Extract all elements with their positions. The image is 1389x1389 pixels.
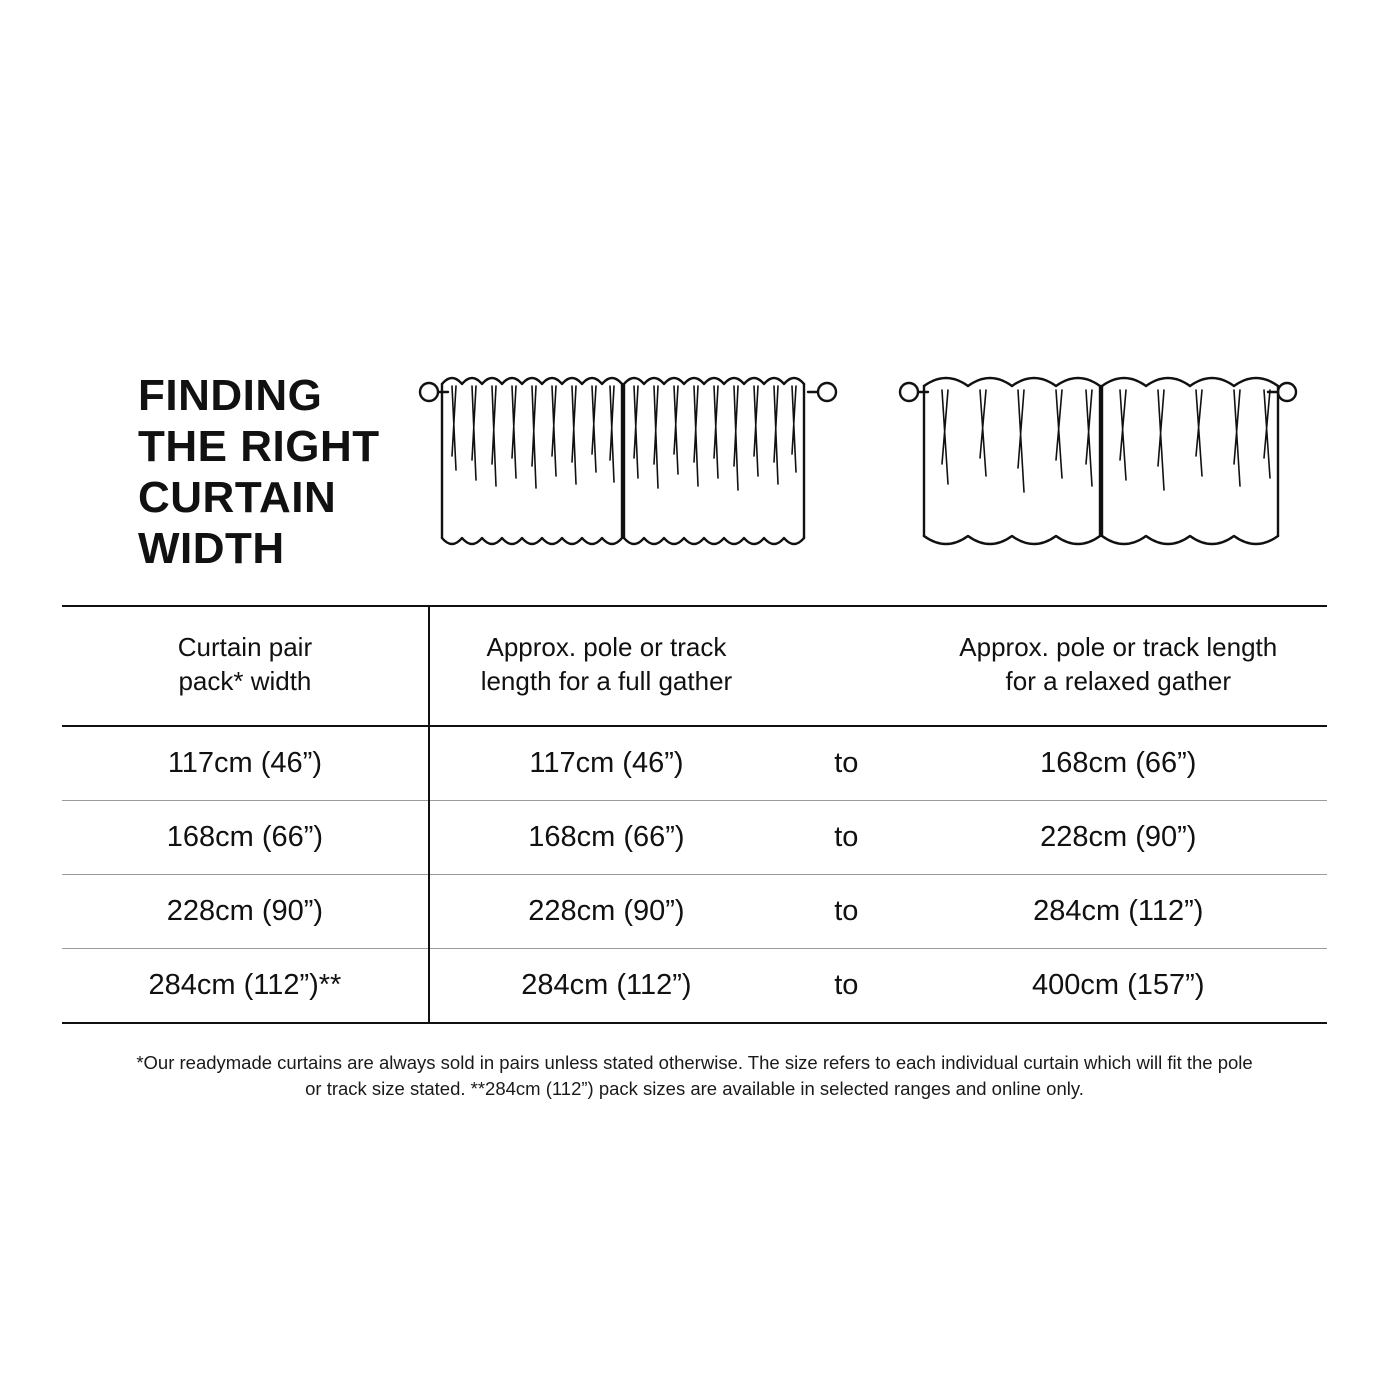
footnote: *Our readymade curtains are always sold in pairs unless stated otherwise. The size refers to each individual curtain which will fit the pole or track size stated. **284cm (112”) pack sizes are available in selected ranges and online only. <box>136 1051 1253 1100</box>
cell-relaxed-gather: 284cm (112”) <box>910 874 1327 948</box>
cell-relaxed-gather: 228cm (90”) <box>910 800 1327 874</box>
diagram-content <box>62 360 1327 1103</box>
header-pack-width: Curtain pair pack* width <box>62 606 429 726</box>
header-relaxed-gather: Approx. pole or track length for a relaxed gather <box>910 606 1327 726</box>
header-full-gather: Approx. pole or track length for a full gather <box>429 606 783 726</box>
cell-full-gather: 168cm (66”) <box>429 800 783 874</box>
cell-pack-width: 168cm (66”) <box>62 800 429 874</box>
cell-to: to <box>783 726 910 801</box>
cell-full-gather: 228cm (90”) <box>429 874 783 948</box>
cell-to: to <box>783 800 910 874</box>
relaxed-gather-curtain-illustration <box>898 360 1298 575</box>
cell-to: to <box>783 948 910 1023</box>
cell-to: to <box>783 874 910 948</box>
cell-pack-width: 284cm (112”)** <box>62 948 429 1023</box>
page-title: FINDING THE RIGHT CURTAIN WIDTH <box>138 371 380 574</box>
table-row <box>62 800 1327 874</box>
table-row <box>62 726 1327 801</box>
table-header-row <box>62 606 1327 726</box>
cell-pack-width: 117cm (46”) <box>62 726 429 801</box>
table-row <box>62 874 1327 948</box>
table-row <box>62 948 1327 1023</box>
full-gather-curtain-illustration <box>418 360 838 575</box>
header-spacer <box>783 606 910 726</box>
curtain-width-table <box>62 605 1327 1024</box>
cell-relaxed-gather: 400cm (157”) <box>910 948 1327 1023</box>
cell-full-gather: 117cm (46”) <box>429 726 783 801</box>
diagram-header <box>62 360 1327 605</box>
cell-pack-width: 228cm (90”) <box>62 874 429 948</box>
illustration-group <box>392 360 1327 575</box>
cell-relaxed-gather: 168cm (66”) <box>910 726 1327 801</box>
cell-full-gather: 284cm (112”) <box>429 948 783 1023</box>
